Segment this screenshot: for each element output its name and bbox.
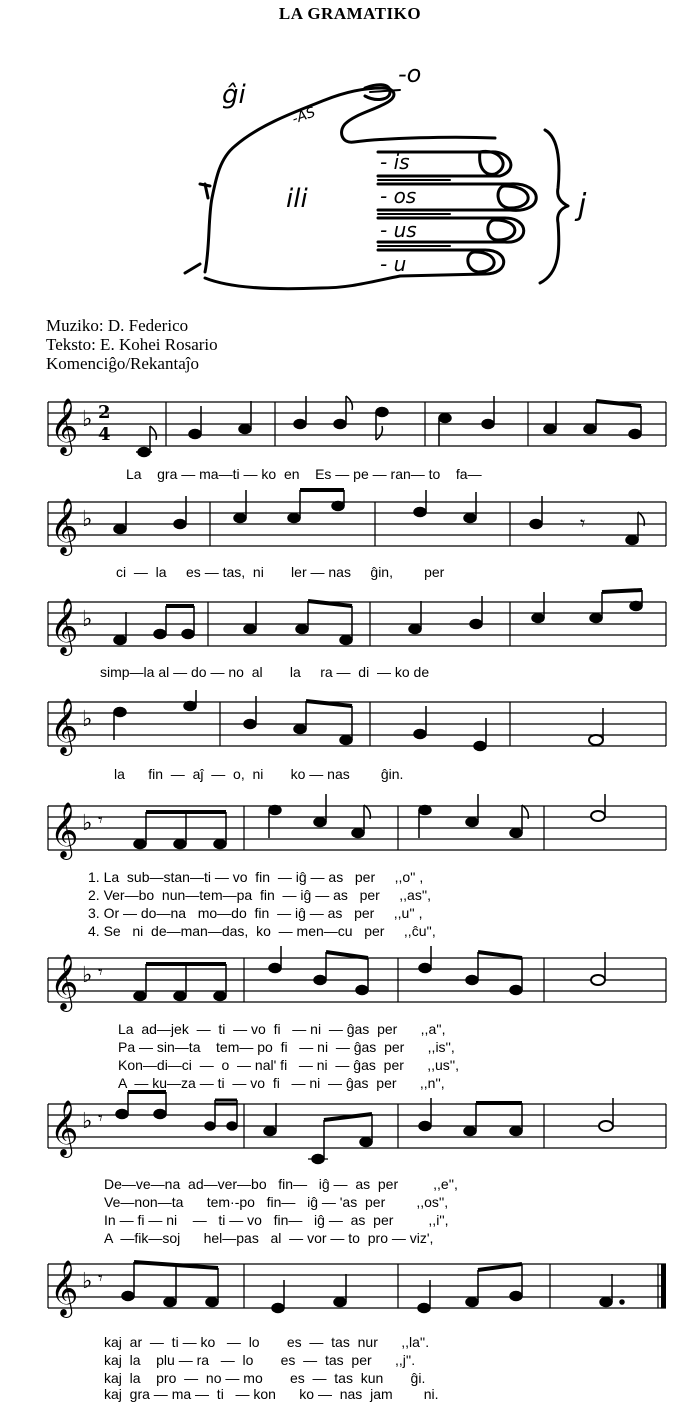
treble-clef: 𝄞	[50, 802, 79, 858]
eighth-rest: 𝄾	[580, 511, 586, 535]
treble-clef: 𝄞	[50, 698, 79, 754]
flat-sign: ♭	[82, 407, 93, 432]
lyric-verse-1-line-3: 3. Or — do—na mo—do fin — iĝ — as per ,,u'' ,	[88, 905, 423, 921]
treble-clef: 𝄞	[50, 598, 79, 654]
half-note	[591, 975, 605, 985]
treble-clef: 𝄞	[50, 1260, 79, 1316]
hand-drawing	[150, 58, 587, 303]
lyric-verse-4-line-2: kaj la plu — ra — lo es — tas per ,,j''.	[104, 1352, 416, 1368]
time-sig-top: 2	[98, 402, 111, 423]
lyric-verse-4-line-4: kaj gra — ma — ti — kon ko — nas jam ni.	[104, 1386, 439, 1402]
lyric-verse-4-line-3: kaj la pro — no — mo es — tas kun ĝi.	[104, 1370, 426, 1386]
lyric-verse-2-line-4: A — ku—za — ti — vo fi — ni — ĝas per ,,n'',	[118, 1075, 445, 1091]
lyric-line-4: la fin — aĵ — o, ni ko — nas ĝin.	[114, 766, 404, 782]
lyric-line-1: La gra — ma—ti — ko en Es — pe — ran— to fa—	[126, 466, 482, 482]
lyric-verse-3-line-3: In — fi — ni — ti — vo fin— iĝ — as per ,,i'',	[104, 1212, 449, 1228]
half-note	[599, 1121, 613, 1131]
hand-label-os: - os	[380, 184, 417, 208]
lyric-verse-3-line-1: De—ve—na ad—ver—bo fin— iĝ — as per ,,e'',	[104, 1176, 458, 1192]
repeat-label: Komenciĝo/Rekantaĵo	[46, 354, 199, 373]
eighth-rest: 𝄾	[98, 1268, 103, 1289]
lyric-verse-1-line-4: 4. Se ni de—man—das, ko — men—cu per ,,ĉu'',	[88, 923, 436, 939]
eighth-rest: 𝄾	[98, 962, 103, 983]
treble-clef: 𝄞	[50, 398, 79, 454]
flat-sign: ♭	[82, 963, 93, 988]
lyric-verse-3-line-4: A —fik—soj hel—pas al — vor — to pro — viz',	[104, 1230, 434, 1246]
flat-sign: ♭	[82, 507, 93, 532]
lyric-verse-3-line-2: Ve—non—ta tem·-po fin— iĝ — 'as per ,,os'',	[104, 1194, 449, 1210]
lyric-verse-1-line-2: 2. Ver—bo nun—tem—pa fin — iĝ — as per ,,as'',	[88, 887, 432, 903]
music-credit: Muziko: D. Federico	[46, 316, 189, 335]
half-note	[589, 735, 603, 745]
eighth-rest: 𝄾	[98, 1108, 103, 1129]
staff-5	[40, 792, 670, 862]
flat-sign: ♭	[82, 1269, 93, 1294]
half-note	[591, 811, 605, 821]
treble-clef: 𝄞	[50, 954, 79, 1010]
lyric-line-3: simp—la al — do — no al la ra — di — ko de	[100, 664, 430, 680]
staff-1	[40, 388, 670, 458]
flat-sign: ♭	[82, 811, 93, 836]
staff-7	[40, 1090, 670, 1170]
lyric-verse-4-line-1: kaj ar — ti — ko — lo es — tas nur ,,la''.	[104, 1334, 430, 1350]
hand-label-j: j	[578, 188, 587, 223]
staff-2	[40, 488, 670, 558]
hand-illustration	[150, 58, 570, 298]
hand-label-us: - us	[380, 218, 417, 242]
treble-clef: 𝄞	[50, 1100, 79, 1156]
flat-sign: ♭	[82, 607, 93, 632]
staff-4	[40, 688, 670, 758]
credits	[46, 316, 218, 373]
hand-label-as: -AS	[289, 104, 318, 128]
hand-label-ili: ili	[286, 184, 308, 214]
hand-label-u: - u	[380, 252, 407, 276]
lyric-verse-1-line-1: 1. La sub—stan—ti — vo fin — iĝ — as per ,,o'' ,	[88, 869, 424, 885]
staff-8	[40, 1250, 670, 1330]
lyric-verse-2-line-2: Pa — sin—ta tem— po fi — ni — ĝas per ,,is'',	[118, 1039, 455, 1055]
flat-sign: ♭	[82, 707, 93, 732]
hand-label-is: - is	[380, 150, 410, 174]
hand-label-o: -o	[398, 60, 422, 88]
lyric-verse-2-line-3: Kon—di—ci — o — nal' fi — ni — ĝas per ,,us'',	[118, 1057, 460, 1073]
hand-label-gi: ĝi	[222, 80, 246, 110]
eighth-rest: 𝄾	[98, 810, 103, 831]
time-sig-bottom: 4	[98, 424, 111, 445]
lyric-line-2: ci — la es — tas, ni ler — nas ĝin, per	[116, 564, 445, 580]
lyric-verse-2-line-1: La ad—jek — ti — vo fi — ni — ĝas per ,,a'',	[118, 1021, 446, 1037]
song-title: LA GRAMATIKO	[278, 4, 422, 23]
staff-3	[40, 588, 670, 658]
final-barline	[661, 1264, 666, 1308]
staff-6	[40, 944, 670, 1014]
flat-sign: ♭	[82, 1109, 93, 1134]
treble-clef: 𝄞	[50, 498, 79, 554]
text-credit: Teksto: E. Kohei Rosario	[46, 335, 218, 354]
